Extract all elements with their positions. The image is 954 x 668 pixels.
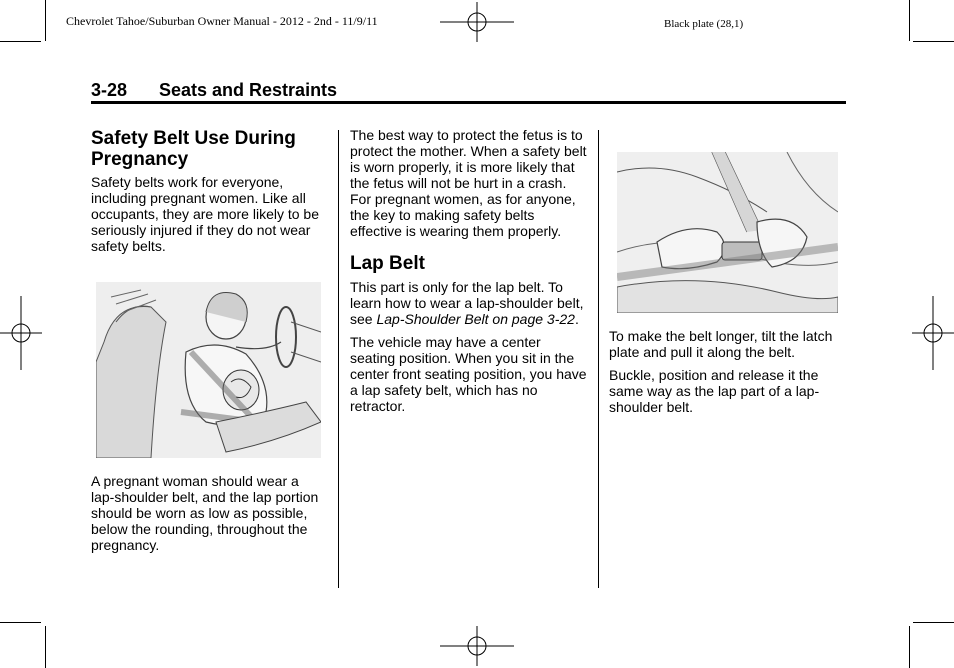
- center-seat-paragraph: The vehicle may have a center seating position. When you sit in the center front seating position, you have a lap safety belt, which has no retractor.: [350, 334, 587, 414]
- crop-mark: [913, 622, 954, 623]
- registration-mark-right: [912, 296, 954, 370]
- plate-label: Black plate (28,1): [664, 18, 744, 30]
- protect-fetus-paragraph: The best way to protect the fetus is to protect the mother. When a safety belt is worn properly, it is more likely that the fetus will not be hurt in a crash. For pregnant women, as for anyone, the key to making safety belts effective is wearing them properly.: [350, 127, 587, 239]
- crop-mark: [0, 41, 41, 42]
- document-title: Chevrolet Tahoe/Suburban Owner Manual - 2012 - 2nd - 11/9/11: [66, 14, 378, 28]
- registration-mark-left: [0, 296, 42, 370]
- registration-mark-top: [440, 2, 514, 42]
- crop-mark: [45, 626, 46, 668]
- crop-mark: [909, 626, 910, 668]
- figure-caption: A pregnant woman should wear a lap-shoulder belt, and the lap portion should be worn as low as possible, below the rounding, throughout the pregnancy.: [91, 473, 319, 553]
- crop-mark: [45, 0, 46, 41]
- section-header: [91, 80, 337, 101]
- lap-shoulder-belt-reference: Lap-Shoulder Belt on page 3-22: [376, 311, 575, 327]
- crop-mark: [909, 0, 910, 41]
- crop-mark: [0, 622, 41, 623]
- column-3: [609, 328, 849, 422]
- heading-lap-belt: Lap Belt: [350, 253, 425, 274]
- section-title: Seats and Restraints: [159, 80, 338, 100]
- crop-mark: [913, 41, 954, 42]
- registration-mark-bottom: [440, 626, 514, 666]
- column-2: [350, 127, 588, 421]
- column-1-caption: [91, 473, 326, 560]
- intro-paragraph: Safety belts work for everyone, including pregnant women. Like all occupants, they are more likely to be seriously injured if they do not wear safety belts.: [91, 174, 320, 254]
- pregnant-woman-illustration: [96, 282, 321, 458]
- make-belt-longer-paragraph: To make the belt longer, tilt the latch plate and pull it along the belt.: [609, 328, 833, 360]
- latch-plate-drawing: [617, 152, 838, 313]
- page-number: 3-28: [91, 80, 128, 100]
- lap-belt-text: This part is only for the lap belt. To learn how to wear a lap-shoulder belt, see: [350, 279, 584, 327]
- column-divider-1: [338, 130, 339, 588]
- column-1: [91, 128, 326, 261]
- buckle-paragraph: Buckle, position and release it the same way as the lap part of a lap-shoulder belt.: [609, 367, 820, 415]
- lap-belt-text-end: .: [574, 311, 579, 327]
- pregnant-woman-drawing: [96, 282, 321, 458]
- header-rule: [91, 101, 846, 104]
- lap-belt-paragraph: [350, 279, 588, 327]
- latch-plate-illustration: [617, 152, 838, 313]
- heading-pregnancy: Safety Belt Use During Pregnancy: [91, 128, 296, 170]
- column-divider-2: [598, 130, 599, 588]
